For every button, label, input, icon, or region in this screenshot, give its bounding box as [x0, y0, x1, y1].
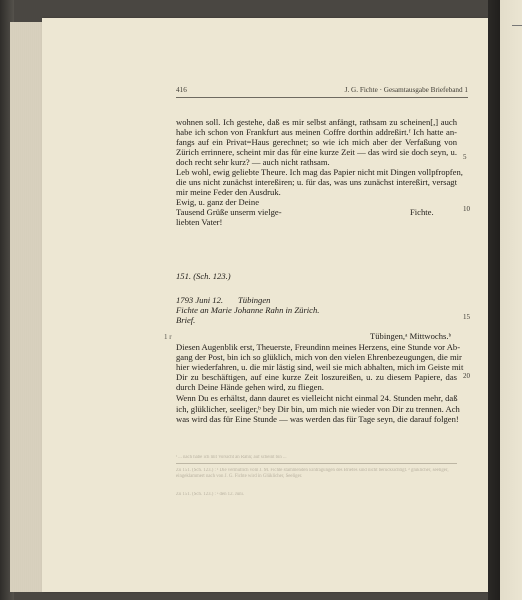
letter-recipient: Fichte an Marie Johanne Rahn in Zürich.	[176, 305, 320, 315]
signature: Fichte.	[410, 207, 434, 217]
running-title: J. G. Fichte · Gesamtausgabe Briefeband 1	[344, 86, 468, 94]
letter-type: Brief.	[176, 315, 196, 325]
letter-date: 1793 Juni 12.	[176, 295, 224, 305]
line-number: 5	[463, 153, 467, 161]
text-line: Tausend Grüße unserm vielge-	[176, 207, 282, 217]
text-line: wohnen soll. Ich gestehe, daß es mir selbst anfängt, rathsam zu scheinen[,] auch	[176, 117, 457, 127]
dateline: Tübingen,ᵃ Mittwochs.ᵇ	[370, 331, 452, 341]
adjacent-page	[500, 0, 522, 600]
line-number: 20	[463, 372, 470, 380]
text-line: liebten Vater!	[176, 217, 223, 227]
text-line: Zürich errinnere, scheint mir das für eine kurze Zeit — das wird sie doch seyn, u.	[176, 147, 457, 157]
adjacent-page-rule	[512, 25, 522, 26]
text-line: mir meine Feder den Ausdruk.	[176, 187, 281, 197]
text-line: Diesen Augenblik erst, Theuerste, Freundinn meines Herzens, eine Stunde vor Ab-	[176, 342, 461, 352]
footnote: Zu 151. (Sch. 123.) : ᵃ den 12. Juni.	[176, 492, 245, 497]
page-number: 416	[176, 86, 187, 94]
text-line: gang der Post, bin ich so glüklich, mich von den vielen Ehrenbezeugungen, die mir	[176, 352, 462, 362]
folio-mark: 1 r	[164, 333, 172, 341]
line-number: 10	[463, 205, 470, 213]
text-line: die uns nicht zunächst intereßiren; u. für das, was uns zunächst intereßirt, versagt	[176, 177, 457, 187]
header-rule	[176, 97, 468, 98]
footnote-rule	[176, 463, 457, 464]
text-line: Wenn Du es erhältst, dann dauret es vielleicht nicht einmal 24. Stunden mehr, daß	[176, 393, 458, 403]
text-line: ich, glüklicher, seeliger,ᵇ bey Dir bin, um mich nie wieder von Dir zu trennen. Ach	[176, 404, 460, 414]
text-line: fangs auf ein Privat=Haus gerechnet; so wie ich mich aber der Verfaßung von	[176, 137, 457, 147]
text-line: Ewig, u. ganz der Deine	[176, 197, 260, 207]
footnote: ᶠ ... nach habe ich mit Vorsicht an Rahn; auf scheint bin ...	[176, 455, 287, 460]
text-line: hier wiederfahren, u. die mir lästig sind, weil sie mich abhalten, mich im Geiste mit	[176, 362, 464, 372]
text-line: was wird das für Eine Stunde — was werden das für Tage seyn, die darauf folgen!	[176, 414, 459, 424]
text-line: Dir zu beschäftigen, auf eine kurze Zeit loszureißen, u. zu diesem Papiere, das	[176, 372, 457, 382]
text-line: durch Deine Hände gehen wird, zu fliegen.	[176, 382, 324, 392]
letter-number: 151. (Sch. 123.)	[176, 271, 231, 281]
text-line: doch recht sehr kurz? — auch nicht rathsam.	[176, 157, 330, 167]
letter-place: Tübingen	[238, 295, 271, 305]
line-number: 15	[463, 313, 470, 321]
footnote: Zu 151. (Sch. 123.) : ¹ Die vermutlich vom J. M. Fichte stammenden Eintragungen des Briefes sind nicht berücksichtigt. ² glüklicher, seeliger, eingeklammert nach von J. G. Fichte wird in Glüklicher, Seeliger.	[176, 468, 449, 479]
text-line: Leb wohl, ewig geliebte Theure. Ich mag das Papier nicht mit Dingen vollpfropfen,	[176, 167, 463, 177]
text-line: habe ich schon von Frankfurt aus meinen Coffre dorthin addreßirt.ᶠ Ich hatte an-	[176, 127, 457, 137]
